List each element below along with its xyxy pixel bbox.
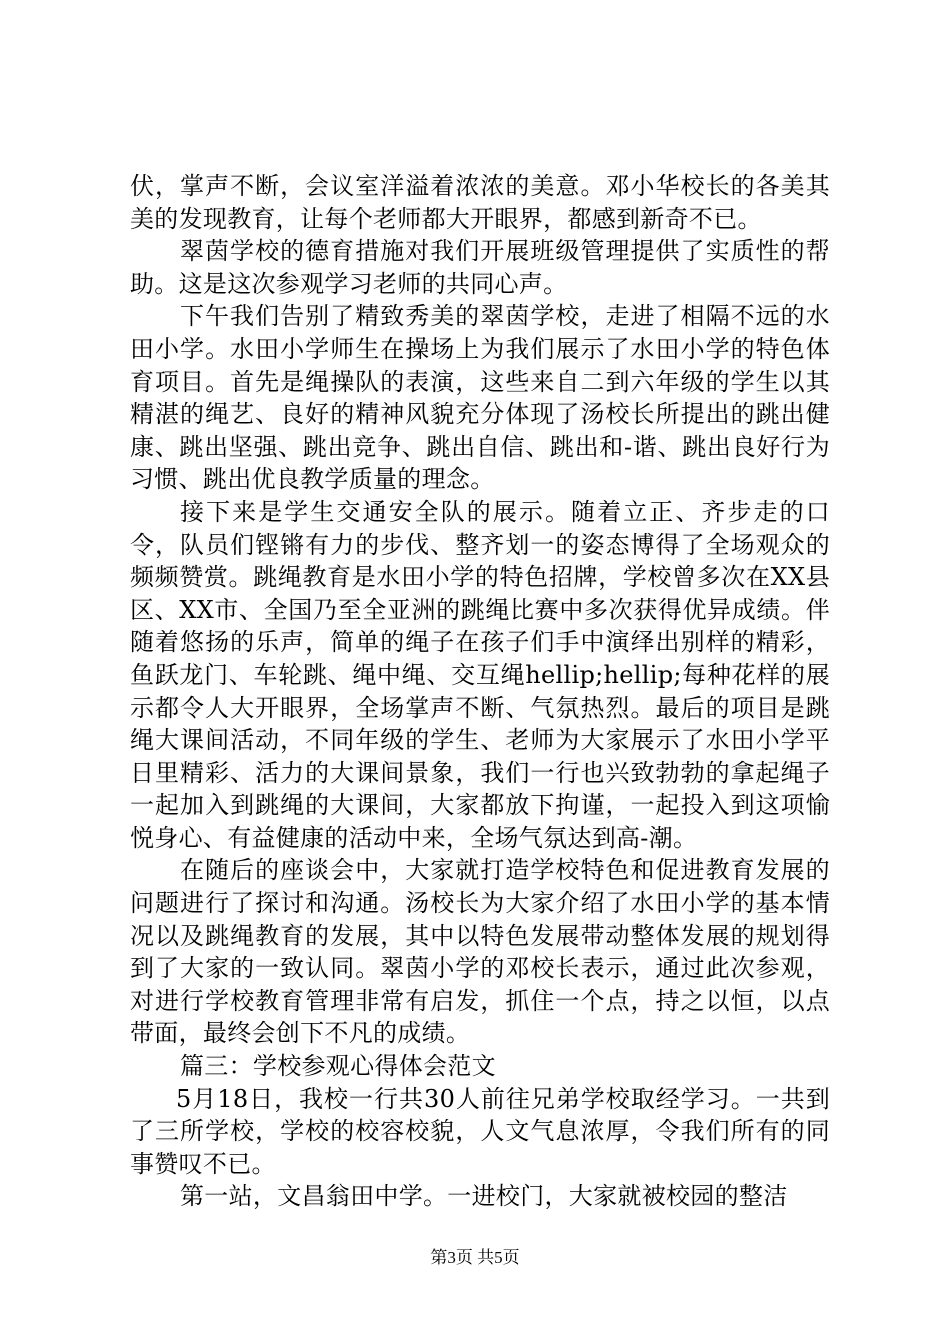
paragraph-continued: 伏，掌声不断，会议室洋溢着浓浓的美意。邓小华校长的各美其美的发现教育，让每个老师都大开眼界，都感到新奇不已。 <box>130 172 830 233</box>
paragraph-first-stop: 第一站，文昌翁田中学。一进校门，大家就被校园的整洁 <box>180 1182 788 1211</box>
paragraph-may-18: 5月18日，我校一行共30人前往兄弟学校取经学习。一共到了三所学校，学校的校容校貌，人文气息浓厚，令我们所有的同事赞叹不已。 <box>130 1084 830 1178</box>
page-number-footer: 第3页 共5页 <box>430 1248 520 1267</box>
paragraph-shuitian-visit: 下午我们告别了精致秀美的翠茵学校，走进了相隔不远的水田小学。水田小学师生在操场上为我们展示了水田小学的特色体育项目。首先是绳操队的表演，这些来自二到六年级的学生以其精湛的绳艺、良好的精神风貌充分体现了汤校长所提出的跳出健康、跳出坚强、跳出竞争、跳出自信、跳出和-谐、跳出良好行为习惯、跳出优良教学质量的理念。 <box>130 302 830 494</box>
section-heading: 篇三：学校参观心得体会范文 <box>180 1052 496 1081</box>
paragraph-moral-education: 翠茵学校的德育措施对我们开展班级管理提供了实质性的帮助。这是这次参观学习老师的共同心声。 <box>130 237 830 298</box>
paragraph-traffic-team: 接下来是学生交通安全队的展示。随着立正、齐步走的口令，队员们铿锵有力的步伐、整齐划一的姿态博得了全场观众的频频赞赏。跳绳教育是水田小学的特色招牌，学校曾多次在XX县区、XX市、全国乃至全亚洲的跳绳比赛中多次获得优异成绩。伴随着悠扬的乐声，简单的绳子在孩子们手中演绎出别样的精彩，鱼跃龙门、车轮跳、绳中绳、交互绳hellip;hellip;每种花样的展示都令人大开眼界，全场掌声不断、气氛热烈。最后的项目是跳绳大课间活动，不同年级的学生、老师为大家展示了水田小学平日里精彩、活力的大课间景象，我们一行也兴致勃勃的拿起绳子一起加入到跳绳的大课间，大家都放下拘谨，一起投入到这项愉悦身心、有益健康的活动中来，全场气氛达到高-潮。 <box>130 497 830 852</box>
paragraph-symposium: 在随后的座谈会中，大家就打造学校特色和促进教育发展的问题进行了探讨和沟通。汤校长为大家介绍了水田小学的基本情况以及跳绳教育的发展，其中以特色发展带动整体发展的规划得到了大家的一致认同。翠茵小学的邓校长表示，通过此次参观，对进行学校教育管理非常有启发，抓住一个点，持之以恒，以点带面，最终会创下不凡的成绩。 <box>130 856 830 1048</box>
document-body <box>130 170 830 1213</box>
